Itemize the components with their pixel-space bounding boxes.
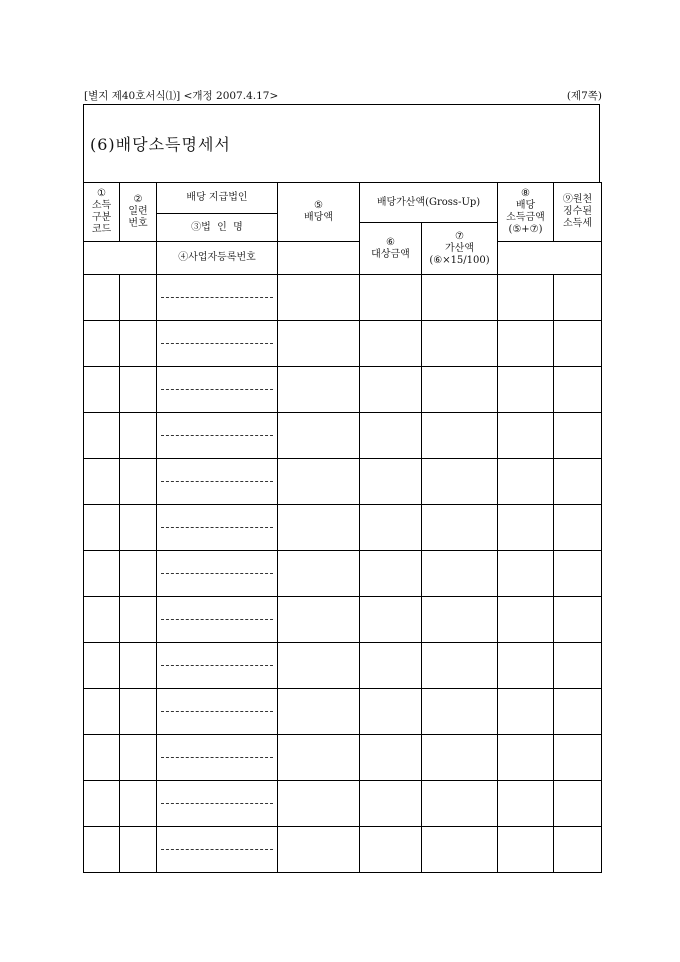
serial-number-cell[interactable]: [120, 459, 157, 505]
table-row: [84, 413, 602, 459]
col5-line-2: 배당액: [304, 212, 333, 223]
form-header: [84, 89, 602, 103]
withheld-tax-cell[interactable]: [554, 643, 602, 689]
income-type-cell[interactable]: [84, 275, 120, 321]
serial-number-cell[interactable]: [120, 275, 157, 321]
target-amount-cell[interactable]: [360, 827, 422, 873]
header-row-1: [84, 183, 602, 214]
income-type-cell[interactable]: [84, 827, 120, 873]
payer-corp-split: [157, 275, 277, 320]
table-row: [84, 459, 602, 505]
serial-number-cell[interactable]: [120, 689, 157, 735]
col-gross-up-amount-header: [422, 223, 498, 275]
withheld-tax-cell[interactable]: [554, 413, 602, 459]
payer-corp-cell[interactable]: [157, 321, 278, 367]
col8-line-1: ⑧: [521, 188, 530, 199]
gross-up-amount-cell[interactable]: [422, 551, 498, 597]
table-row: [84, 275, 602, 321]
dividend-amount-cell[interactable]: [278, 505, 360, 551]
dividend-amount-cell[interactable]: [278, 781, 360, 827]
dividend-income-amount-cell[interactable]: [498, 827, 554, 873]
payer-corp-split: [157, 597, 277, 642]
payer-corp-split: [157, 413, 277, 458]
dividend-income-amount-cell[interactable]: [498, 643, 554, 689]
income-type-cell[interactable]: [84, 551, 120, 597]
col1-line-4: 코드: [91, 224, 112, 235]
col-payer-header: 배당 지급법인: [157, 183, 278, 214]
serial-number-cell[interactable]: [120, 781, 157, 827]
dividend-income-amount-cell[interactable]: [498, 413, 554, 459]
col8-line-2: 배당: [515, 200, 536, 211]
income-type-cell[interactable]: [84, 505, 120, 551]
table-row: [84, 597, 602, 643]
payer-corp-cell[interactable]: [157, 643, 278, 689]
table-row: [84, 735, 602, 781]
payer-corp-cell[interactable]: [157, 551, 278, 597]
form-number-label: [별지 제40호서식⑴] <개정 2007.4.17>: [84, 90, 279, 102]
withheld-tax-cell[interactable]: [554, 781, 602, 827]
gross-up-amount-cell[interactable]: [422, 459, 498, 505]
payer-corp-split: [157, 459, 277, 504]
payer-corp-cell[interactable]: [157, 781, 278, 827]
target-amount-cell[interactable]: [360, 275, 422, 321]
serial-number-cell[interactable]: [120, 367, 157, 413]
col6-line-1: ⑥: [386, 236, 395, 248]
dividend-income-amount-cell[interactable]: [498, 459, 554, 505]
payer-corp-cell[interactable]: [157, 275, 278, 321]
payer-corp-cell[interactable]: [157, 367, 278, 413]
table-row: [84, 367, 602, 413]
col-dividend-header: [278, 183, 360, 242]
income-type-cell[interactable]: [84, 643, 120, 689]
payer-corp-split: [157, 551, 277, 596]
col-corp-name-header: ③법 인 명: [157, 214, 278, 242]
payer-corp-split: [157, 505, 277, 550]
gross-up-amount-cell[interactable]: [422, 597, 498, 643]
table-row: [84, 689, 602, 735]
dashed-divider: [161, 573, 273, 574]
col1-line-2: 소득: [91, 200, 112, 211]
col6-line-2: 대상금액: [371, 248, 410, 260]
target-amount-cell[interactable]: [360, 321, 422, 367]
payer-corp-split: [157, 367, 277, 412]
serial-number-cell[interactable]: [120, 505, 157, 551]
page-number-label: (제7쪽): [566, 90, 602, 102]
withheld-tax-cell[interactable]: [554, 551, 602, 597]
col2-line-2: 일련: [128, 206, 148, 217]
serial-number-cell[interactable]: [120, 597, 157, 643]
header-spacer: [84, 242, 157, 275]
col-business-reg-header: ④사업자등록번호: [157, 242, 278, 275]
dividend-income-amount-cell[interactable]: [498, 735, 554, 781]
gross-up-amount-cell[interactable]: [422, 275, 498, 321]
col9-line-1: ⑨원천: [562, 194, 593, 205]
dividend-income-amount-cell[interactable]: [498, 551, 554, 597]
gross-up-amount-cell[interactable]: [422, 505, 498, 551]
table-row: [84, 781, 602, 827]
serial-number-cell[interactable]: [120, 827, 157, 873]
dashed-divider: [161, 389, 273, 390]
target-amount-cell[interactable]: [360, 367, 422, 413]
serial-number-cell[interactable]: [120, 551, 157, 597]
col7-line-1: ⑦: [455, 230, 464, 242]
dividend-income-amount-cell[interactable]: [498, 367, 554, 413]
payer-corp-cell[interactable]: [157, 459, 278, 505]
serial-number-cell[interactable]: [120, 321, 157, 367]
dividend-income-amount-cell[interactable]: [498, 505, 554, 551]
payer-corp-split: [157, 735, 277, 780]
dividend-amount-cell[interactable]: [278, 551, 360, 597]
dividend-amount-cell[interactable]: [278, 459, 360, 505]
dashed-divider: [161, 665, 273, 666]
gross-up-amount-cell[interactable]: [422, 735, 498, 781]
withheld-tax-cell[interactable]: [554, 597, 602, 643]
dividend-amount-cell[interactable]: [278, 735, 360, 781]
payer-corp-cell[interactable]: [157, 597, 278, 643]
payer-corp-cell[interactable]: [157, 413, 278, 459]
income-type-cell[interactable]: [84, 597, 120, 643]
dashed-divider: [161, 757, 273, 758]
target-amount-cell[interactable]: [360, 735, 422, 781]
income-type-cell[interactable]: [84, 781, 120, 827]
payer-corp-cell[interactable]: [157, 689, 278, 735]
payer-corp-split: [157, 643, 277, 688]
target-amount-cell[interactable]: [360, 413, 422, 459]
dividend-amount-cell[interactable]: [278, 689, 360, 735]
target-amount-cell[interactable]: [360, 459, 422, 505]
withheld-tax-cell[interactable]: [554, 367, 602, 413]
withheld-tax-cell[interactable]: [554, 321, 602, 367]
withheld-tax-cell[interactable]: [554, 827, 602, 873]
col8-line-4: (⑤+⑦): [508, 224, 543, 235]
payer-corp-cell[interactable]: [157, 505, 278, 551]
payer-corp-split: [157, 781, 277, 826]
dividend-amount-cell[interactable]: [278, 597, 360, 643]
header-spacer-3: [498, 242, 602, 275]
income-type-cell[interactable]: [84, 459, 120, 505]
dividend-amount-cell[interactable]: [278, 321, 360, 367]
header-spacer-2: [278, 242, 360, 275]
dividend-income-amount-cell[interactable]: [498, 781, 554, 827]
form-title: (6)배당소득명세서: [90, 135, 231, 154]
target-amount-cell[interactable]: [360, 551, 422, 597]
col-income-type-header: [84, 183, 120, 242]
dashed-divider: [161, 527, 273, 528]
dividend-amount-cell[interactable]: [278, 367, 360, 413]
col-target-amount-header: [360, 223, 422, 275]
dividend-income-amount-cell[interactable]: [498, 597, 554, 643]
title-box: [83, 104, 600, 182]
gross-up-amount-cell[interactable]: [422, 413, 498, 459]
col9-line-3: 소득세: [563, 218, 592, 229]
serial-number-cell[interactable]: [120, 643, 157, 689]
withheld-tax-cell[interactable]: [554, 459, 602, 505]
gross-up-amount-cell[interactable]: [422, 321, 498, 367]
dashed-divider: [161, 711, 273, 712]
withheld-tax-cell[interactable]: [554, 689, 602, 735]
target-amount-cell[interactable]: [360, 689, 422, 735]
gross-up-amount-cell[interactable]: [422, 827, 498, 873]
table-row: [84, 505, 602, 551]
gross-up-amount-cell[interactable]: [422, 689, 498, 735]
col-serial-header: [120, 183, 157, 242]
dividend-income-table: [83, 182, 602, 873]
gross-up-amount-cell[interactable]: [422, 781, 498, 827]
dividend-income-amount-cell[interactable]: [498, 275, 554, 321]
serial-number-cell[interactable]: [120, 735, 157, 781]
dashed-divider: [161, 803, 273, 804]
dividend-amount-cell[interactable]: [278, 275, 360, 321]
target-amount-cell[interactable]: [360, 781, 422, 827]
income-type-cell[interactable]: [84, 321, 120, 367]
col-withheld-tax-header: [554, 183, 602, 242]
target-amount-cell[interactable]: [360, 597, 422, 643]
payer-corp-split: [157, 321, 277, 366]
target-amount-cell[interactable]: [360, 505, 422, 551]
table-row: [84, 643, 602, 689]
dashed-divider: [161, 297, 273, 298]
dividend-income-amount-cell[interactable]: [498, 689, 554, 735]
table-row: [84, 827, 602, 873]
dividend-amount-cell[interactable]: [278, 413, 360, 459]
header-row-4: [84, 242, 602, 275]
col7-line-2: 가산액: [445, 242, 474, 254]
dashed-divider: [161, 435, 273, 436]
income-type-cell[interactable]: [84, 367, 120, 413]
payer-corp-split: [157, 689, 277, 734]
payer-corp-cell[interactable]: [157, 827, 278, 873]
dividend-income-amount-cell[interactable]: [498, 321, 554, 367]
payer-corp-cell[interactable]: [157, 735, 278, 781]
col1-line-3: 구분: [91, 212, 112, 223]
col2-line-1: ②: [133, 194, 143, 205]
dashed-divider: [161, 481, 273, 482]
withheld-tax-cell[interactable]: [554, 505, 602, 551]
payer-corp-split: [157, 827, 277, 872]
col2-line-3: 번호: [128, 218, 148, 229]
col9-line-2: 징수된: [563, 206, 592, 217]
col1-line-1: ①: [97, 188, 106, 199]
table-row: [84, 321, 602, 367]
gross-up-amount-cell[interactable]: [422, 643, 498, 689]
col-gross-up-header: 배당가산액(Gross-Up): [360, 183, 498, 223]
dividend-amount-cell[interactable]: [278, 827, 360, 873]
table-row: [84, 551, 602, 597]
income-type-cell[interactable]: [84, 689, 120, 735]
col5-line-1: ⑤: [314, 200, 323, 211]
income-type-cell[interactable]: [84, 735, 120, 781]
target-amount-cell[interactable]: [360, 643, 422, 689]
withheld-tax-cell[interactable]: [554, 735, 602, 781]
gross-up-amount-cell[interactable]: [422, 367, 498, 413]
col8-line-3: 소득금액: [506, 212, 545, 223]
dashed-divider: [161, 343, 273, 344]
col-dividend-income-header: [498, 183, 554, 242]
dividend-amount-cell[interactable]: [278, 643, 360, 689]
dashed-divider: [161, 849, 273, 850]
income-type-cell[interactable]: [84, 413, 120, 459]
col7-line-3: (⑥×15/100): [429, 254, 490, 266]
withheld-tax-cell[interactable]: [554, 275, 602, 321]
dashed-divider: [161, 619, 273, 620]
serial-number-cell[interactable]: [120, 413, 157, 459]
